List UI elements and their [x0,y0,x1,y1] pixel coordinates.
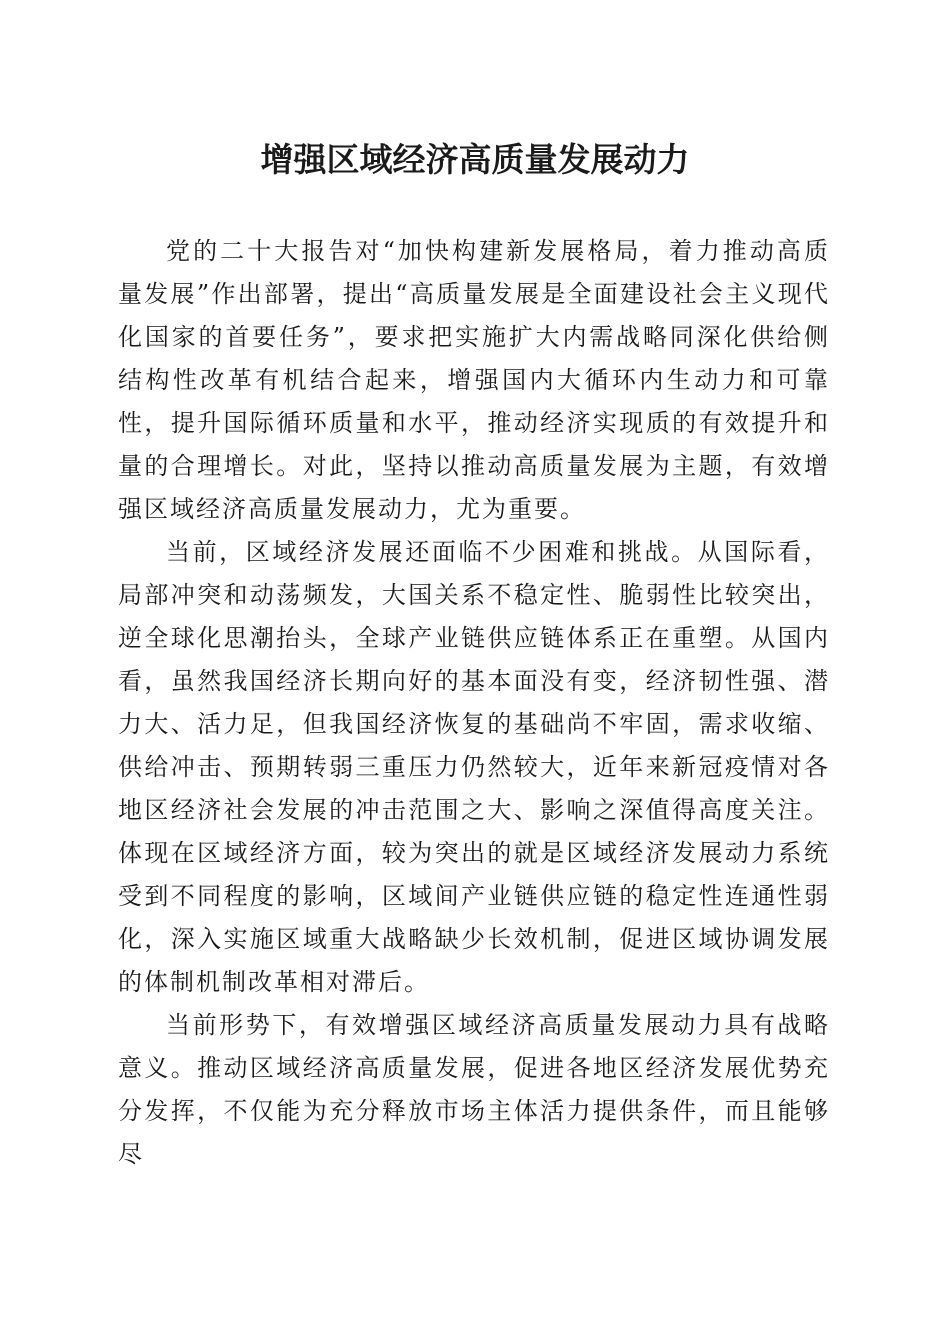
paragraph: 党的二十大报告对“加快构建新发展格局，着力推动高质量发展”作出部署，提出“高质量发展是全面建设社会主义现代化国家的首要任务”，要求把实施扩大内需战略同深化供给侧结构性改革有机结合起来，增强国内大循环内生动力和可靠性，提升国际循环质量和水平，推动经济实现质的有效提升和量的合理增长。对此，坚持以推动高质量发展为主题，有效增强区域经济高质量发展动力，尤为重要。 [118,237,830,523]
document-body [118,230,830,1176]
document-title: 增强区域经济高质量发展动力 [260,140,690,179]
paragraph: 当前形势下，有效增强区域经济高质量发展动力具有战略意义。推动区域经济高质量发展，促进各地区经济发展优势充分发挥，不仅能为充分释放市场主体活力提供条件，而且能够尽 [118,1011,830,1168]
paragraph: 当前，区域经济发展还面临不少困难和挑战。从国际看，局部冲突和动荡频发，大国关系不稳定性、脆弱性比较突出，逆全球化思潮抬头，全球产业链供应链体系正在重塑。从国内看，虽然我国经济长期向好的基本面没有变，经济韧性强、潜力大、活力足，但我国经济恢复的基础尚不牢固，需求收缩、供给冲击、预期转弱三重压力仍然较大，近年来新冠疫情对各地区经济社会发展的冲击范围之大、影响之深值得高度关注。体现在区域经济方面，较为突出的就是区域经济发展动力系统受到不同程度的影响，区域间产业链供应链的稳定性连通性弱化，深入实施区域重大战略缺少长效机制，促进区域协调发展的体制机制改革相对滞后。 [118,538,830,996]
